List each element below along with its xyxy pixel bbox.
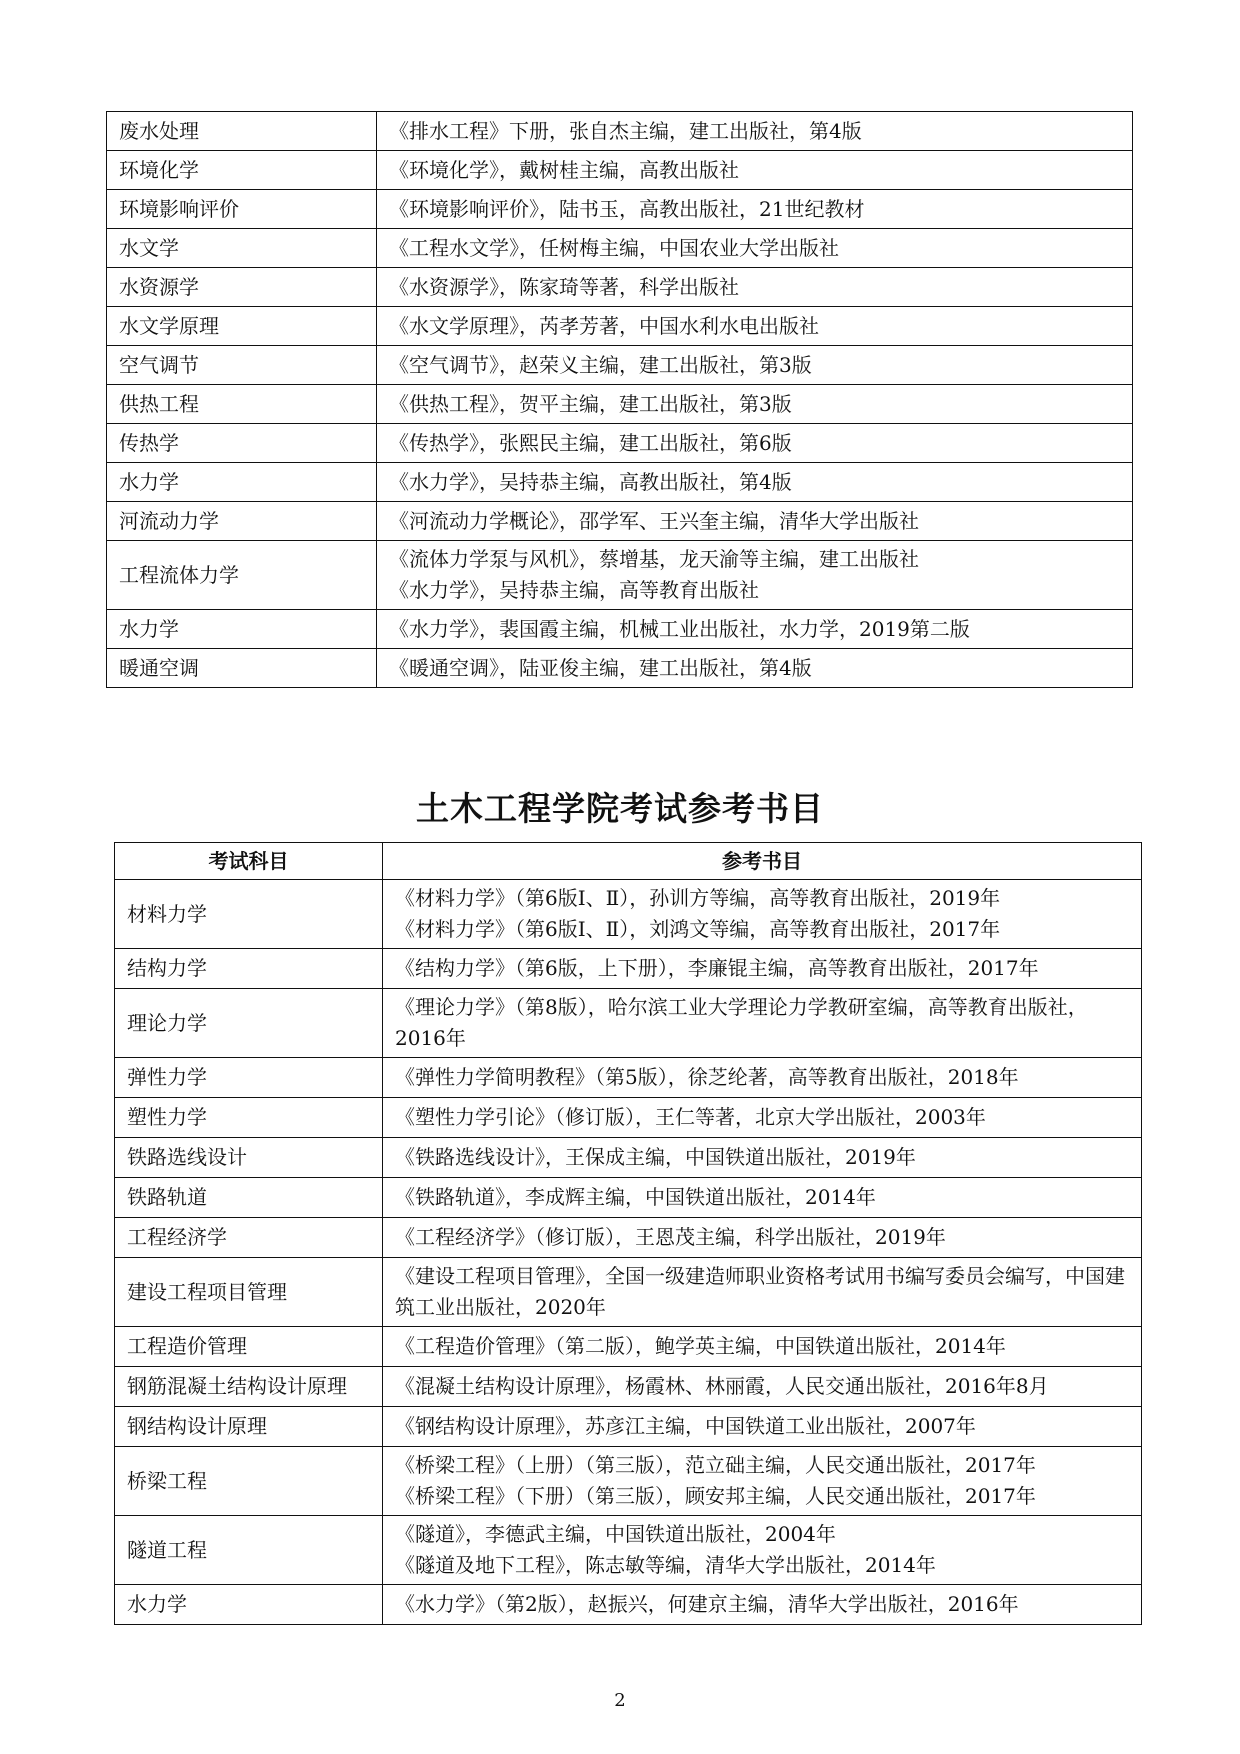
civil-engineering-reference-table — [114, 842, 1142, 1625]
book-entry: 《建设工程项目管理》，全国一级建造师职业资格考试用书编写委员会编写，中国建筑工业出版社，2020年 — [395, 1264, 1125, 1319]
table-row — [107, 268, 1133, 307]
table-row — [115, 989, 1142, 1058]
table-row — [107, 610, 1133, 649]
book-entry: 《水力学》，吴持恭主编，高教出版社，第4版 — [389, 469, 792, 494]
table-row — [115, 880, 1142, 949]
books-cell — [383, 1407, 1142, 1447]
table-row — [115, 1218, 1142, 1258]
header-subject: 考试科目 — [115, 843, 383, 880]
book-entry: 《塑性力学引论》（修订版），王仁等著，北京大学出版社，2003年 — [395, 1105, 986, 1129]
subject-cell: 钢结构设计原理 — [115, 1407, 383, 1447]
subject-cell: 工程经济学 — [115, 1218, 383, 1258]
book-entry: 《水力学》，吴持恭主编，高等教育出版社 — [389, 578, 759, 602]
table-row — [107, 112, 1133, 151]
books-cell — [383, 1218, 1142, 1258]
subject-cell: 铁路选线设计 — [115, 1138, 383, 1178]
table-row — [107, 229, 1133, 268]
table-row — [115, 1178, 1142, 1218]
subject-cell: 水文学原理 — [107, 307, 377, 346]
books-cell — [377, 610, 1133, 649]
book-entry: 《材料力学》（第6版Ⅰ、Ⅱ），孙训方等编，高等教育出版社，2019年 — [395, 886, 1001, 910]
table-row — [107, 190, 1133, 229]
books-cell — [377, 268, 1133, 307]
subject-cell: 隧道工程 — [115, 1516, 383, 1585]
subject-cell: 结构力学 — [115, 949, 383, 989]
books-cell — [383, 1516, 1142, 1585]
header-books: 参考书目 — [383, 843, 1142, 880]
book-entry: 《空气调节》，赵荣义主编，建工出版社，第3版 — [389, 352, 812, 377]
books-cell — [383, 1447, 1142, 1516]
table-header-row — [115, 843, 1142, 880]
table-row — [107, 541, 1133, 610]
subject-cell: 铁路轨道 — [115, 1178, 383, 1218]
subject-cell: 水力学 — [107, 463, 377, 502]
book-entry: 《工程经济学》（修订版），王恩茂主编，科学出版社，2019年 — [395, 1225, 946, 1249]
subject-cell: 水资源学 — [107, 268, 377, 307]
subject-cell: 环境化学 — [107, 151, 377, 190]
book-entry: 《水力学》，裴国霞主编，机械工业出版社，水力学，2019第二版 — [389, 616, 970, 641]
book-entry: 《水力学》（第2版），赵振兴，何建京主编，清华大学出版社，2016年 — [395, 1592, 1019, 1616]
books-cell — [383, 1585, 1142, 1625]
book-entry: 《混凝土结构设计原理》，杨霞林、林丽霞，人民交通出版社，2016年8月 — [395, 1374, 1049, 1398]
subject-cell: 塑性力学 — [115, 1098, 383, 1138]
books-cell — [377, 502, 1133, 541]
table-row — [115, 1585, 1142, 1625]
subject-cell: 桥梁工程 — [115, 1447, 383, 1516]
book-entry: 《桥梁工程》（下册）（第三版），顾安邦主编，人民交通出版社，2017年 — [395, 1484, 1036, 1508]
book-entry: 《结构力学》（第6版，上下册），李廉锟主编，高等教育出版社，2017年 — [395, 956, 1039, 980]
books-cell — [377, 385, 1133, 424]
table-row — [107, 649, 1133, 688]
books-cell — [383, 1058, 1142, 1098]
subject-cell: 钢筋混凝土结构设计原理 — [115, 1367, 383, 1407]
books-cell — [383, 1098, 1142, 1138]
table-row — [115, 1447, 1142, 1516]
books-cell — [377, 649, 1133, 688]
subject-cell: 理论力学 — [115, 989, 383, 1058]
books-cell — [377, 541, 1133, 610]
table-row — [107, 151, 1133, 190]
subject-cell: 水文学 — [107, 229, 377, 268]
table-row — [115, 1098, 1142, 1138]
book-entry: 《暖通空调》，陆亚俊主编，建工出版社，第4版 — [389, 655, 812, 680]
book-entry: 《铁路选线设计》，王保成主编，中国铁道出版社，2019年 — [395, 1145, 916, 1169]
subject-cell: 工程造价管理 — [115, 1327, 383, 1367]
book-entry: 《钢结构设计原理》，苏彦江主编，中国铁道工业出版社，2007年 — [395, 1414, 976, 1438]
books-cell — [383, 1178, 1142, 1218]
subject-cell: 暖通空调 — [107, 649, 377, 688]
books-cell — [377, 307, 1133, 346]
book-entry: 《河流动力学概论》，邵学军、王兴奎主编，清华大学出版社 — [389, 508, 919, 533]
table-row — [115, 1138, 1142, 1178]
books-cell — [383, 1138, 1142, 1178]
book-entry: 《工程水文学》，任树梅主编，中国农业大学出版社 — [389, 235, 839, 260]
books-cell — [383, 989, 1142, 1058]
subject-cell: 水力学 — [115, 1585, 383, 1625]
book-entry: 《铁路轨道》，李成辉主编，中国铁道出版社，2014年 — [395, 1185, 876, 1209]
books-cell — [377, 229, 1133, 268]
books-cell — [383, 949, 1142, 989]
table-row — [107, 385, 1133, 424]
page-number: 2 — [614, 1690, 626, 1711]
table-row — [115, 949, 1142, 989]
book-entry: 《流体力学泵与风机》，蔡增基，龙天渝等主编，建工出版社 — [389, 547, 919, 571]
table-row — [107, 463, 1133, 502]
subject-cell: 传热学 — [107, 424, 377, 463]
table-row — [107, 346, 1133, 385]
subject-cell: 河流动力学 — [107, 502, 377, 541]
books-cell — [377, 190, 1133, 229]
table-row — [107, 307, 1133, 346]
table-row — [115, 1258, 1142, 1327]
book-entry: 《隧道》，李德武主编，中国铁道出版社，2004年 — [395, 1522, 836, 1546]
subject-cell: 水力学 — [107, 610, 377, 649]
books-cell — [383, 1327, 1142, 1367]
subject-cell: 工程流体力学 — [107, 541, 377, 610]
book-entry: 《工程造价管理》（第二版），鲍学英主编，中国铁道出版社，2014年 — [395, 1334, 1006, 1358]
subject-cell: 空气调节 — [107, 346, 377, 385]
books-cell — [383, 1367, 1142, 1407]
book-entry: 《排水工程》下册，张自杰主编，建工出版社，第4版 — [389, 118, 862, 143]
table-row — [115, 1327, 1142, 1367]
book-entry: 《材料力学》（第6版Ⅰ、Ⅱ），刘鸿文等编，高等教育出版社，2017年 — [395, 917, 1001, 941]
subject-cell: 弹性力学 — [115, 1058, 383, 1098]
books-cell — [377, 424, 1133, 463]
section-title: 土木工程学院考试参考书目 — [416, 789, 824, 828]
books-cell — [383, 1258, 1142, 1327]
table-row — [107, 502, 1133, 541]
subject-cell: 供热工程 — [107, 385, 377, 424]
book-entry: 《环境化学》，戴树桂主编，高教出版社 — [389, 157, 739, 182]
table-row — [115, 1516, 1142, 1585]
book-entry: 《桥梁工程》（上册）（第三版），范立础主编，人民交通出版社，2017年 — [395, 1453, 1036, 1477]
table-row — [115, 1407, 1142, 1447]
book-entry: 《水文学原理》，芮孝芳著，中国水利水电出版社 — [389, 313, 819, 338]
reference-table-continued — [106, 111, 1133, 688]
book-entry: 《传热学》，张熙民主编，建工出版社，第6版 — [389, 430, 792, 455]
book-entry: 《弹性力学简明教程》（第5版），徐芝纶著，高等教育出版社，2018年 — [395, 1065, 1019, 1089]
subject-cell: 废水处理 — [107, 112, 377, 151]
table-row — [115, 1367, 1142, 1407]
books-cell — [377, 112, 1133, 151]
subject-cell: 材料力学 — [115, 880, 383, 949]
books-cell — [377, 151, 1133, 190]
table-row — [107, 424, 1133, 463]
book-entry: 《水资源学》，陈家琦等著，科学出版社 — [389, 274, 739, 299]
subject-cell: 建设工程项目管理 — [115, 1258, 383, 1327]
book-entry: 《供热工程》，贺平主编，建工出版社，第3版 — [389, 391, 792, 416]
books-cell — [377, 346, 1133, 385]
subject-cell: 环境影响评价 — [107, 190, 377, 229]
table-row — [115, 1058, 1142, 1098]
books-cell — [383, 880, 1142, 949]
book-entry: 《理论力学》（第8版），哈尔滨工业大学理论力学教研室编，高等教育出版社，2016年 — [395, 995, 1088, 1050]
books-cell — [377, 463, 1133, 502]
book-entry: 《隧道及地下工程》，陈志敏等编，清华大学出版社，2014年 — [395, 1553, 936, 1577]
book-entry: 《环境影响评价》，陆书玉，高教出版社，21世纪教材 — [389, 196, 865, 221]
